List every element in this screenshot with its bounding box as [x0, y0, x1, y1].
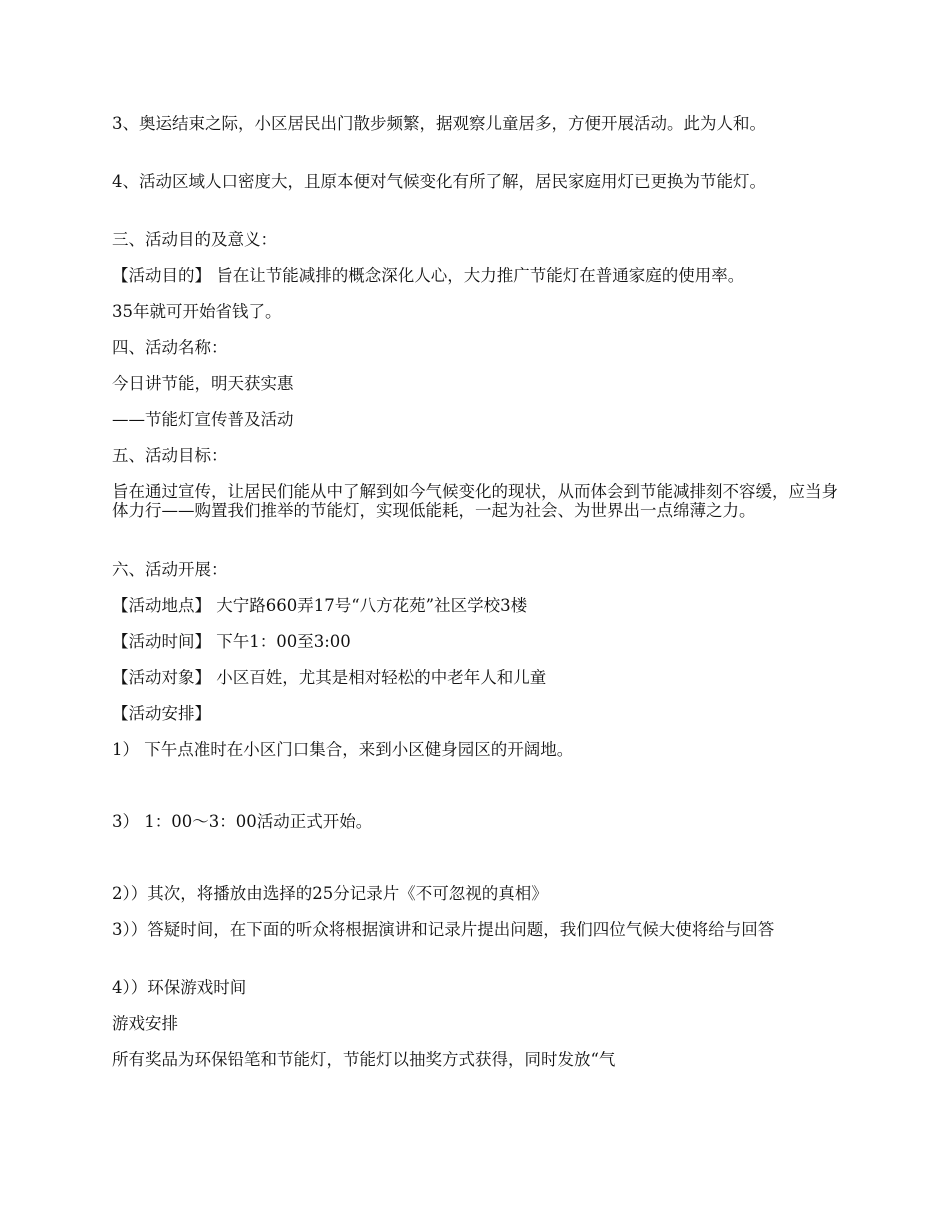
arrangement-step-1: 1） 下午点准时在小区门口集合，来到小区健身园区的开阔地。 [112, 740, 574, 759]
activity-time: 【活动时间】 下午1：00至3:00 [112, 632, 351, 651]
heading-game: 游戏安排 [112, 1014, 178, 1033]
activity-location: 【活动地点】 大宁路660弄17号“八方花苑”社区学校3楼 [112, 596, 528, 615]
heading-arrangement: 【活动安排】 [112, 704, 211, 723]
heading-name: 四、活动名称： [112, 338, 228, 357]
activity-title: 今日讲节能，明天获实惠 [112, 374, 294, 393]
paragraph-savings: 35年就可开始省钱了。 [112, 302, 282, 321]
paragraph-purpose: 【活动目的】 旨在让节能减排的概念深化人心，大力推广节能灯在普通家庭的使用率。 [112, 266, 745, 285]
heading-purpose: 三、活动目的及意义： [112, 230, 277, 249]
paragraph-prizes: 所有奖品为环保铅笔和节能灯，节能灯以抽奖方式获得，同时发放“气 [112, 1050, 616, 1069]
schedule-item-3: 3））答疑时间，在下面的听众将根据演讲和记录片提出问题，我们四位气候大使将给与回答 [112, 920, 775, 939]
arrangement-step-3: 3） 1：00～3：00活动正式开始。 [112, 812, 373, 831]
paragraph-goal: 旨在通过宣传，让居民们能从中了解到如今气候变化的现状，从而体会到节能减排刻不容缓，应当身体力行——购置我们推举的节能灯，实现低能耗，一起为社会、为世界出一点绵薄之力。 [112, 482, 838, 520]
heading-goal: 五、活动目标： [112, 446, 228, 465]
schedule-item-4: 4））环保游戏时间 [112, 978, 247, 997]
heading-conduct: 六、活动开展： [112, 560, 228, 579]
schedule-item-2: 2））其次，将播放由选择的25分记录片《不可忽视的真相》 [112, 884, 548, 903]
paragraph-harmony: 3、奥运结束之际，小区居民出门散步频繁，据观察儿童居多，方便开展活动。此为人和。 [112, 114, 766, 133]
paragraph-density: 4、活动区域人口密度大，且原本便对气候变化有所了解，居民家庭用灯已更换为节能灯。 [112, 172, 766, 191]
activity-subtitle: ——节能灯宣传普及活动 [112, 410, 294, 429]
activity-audience: 【活动对象】 小区百姓，尤其是相对轻松的中老年人和儿童 [112, 668, 547, 687]
